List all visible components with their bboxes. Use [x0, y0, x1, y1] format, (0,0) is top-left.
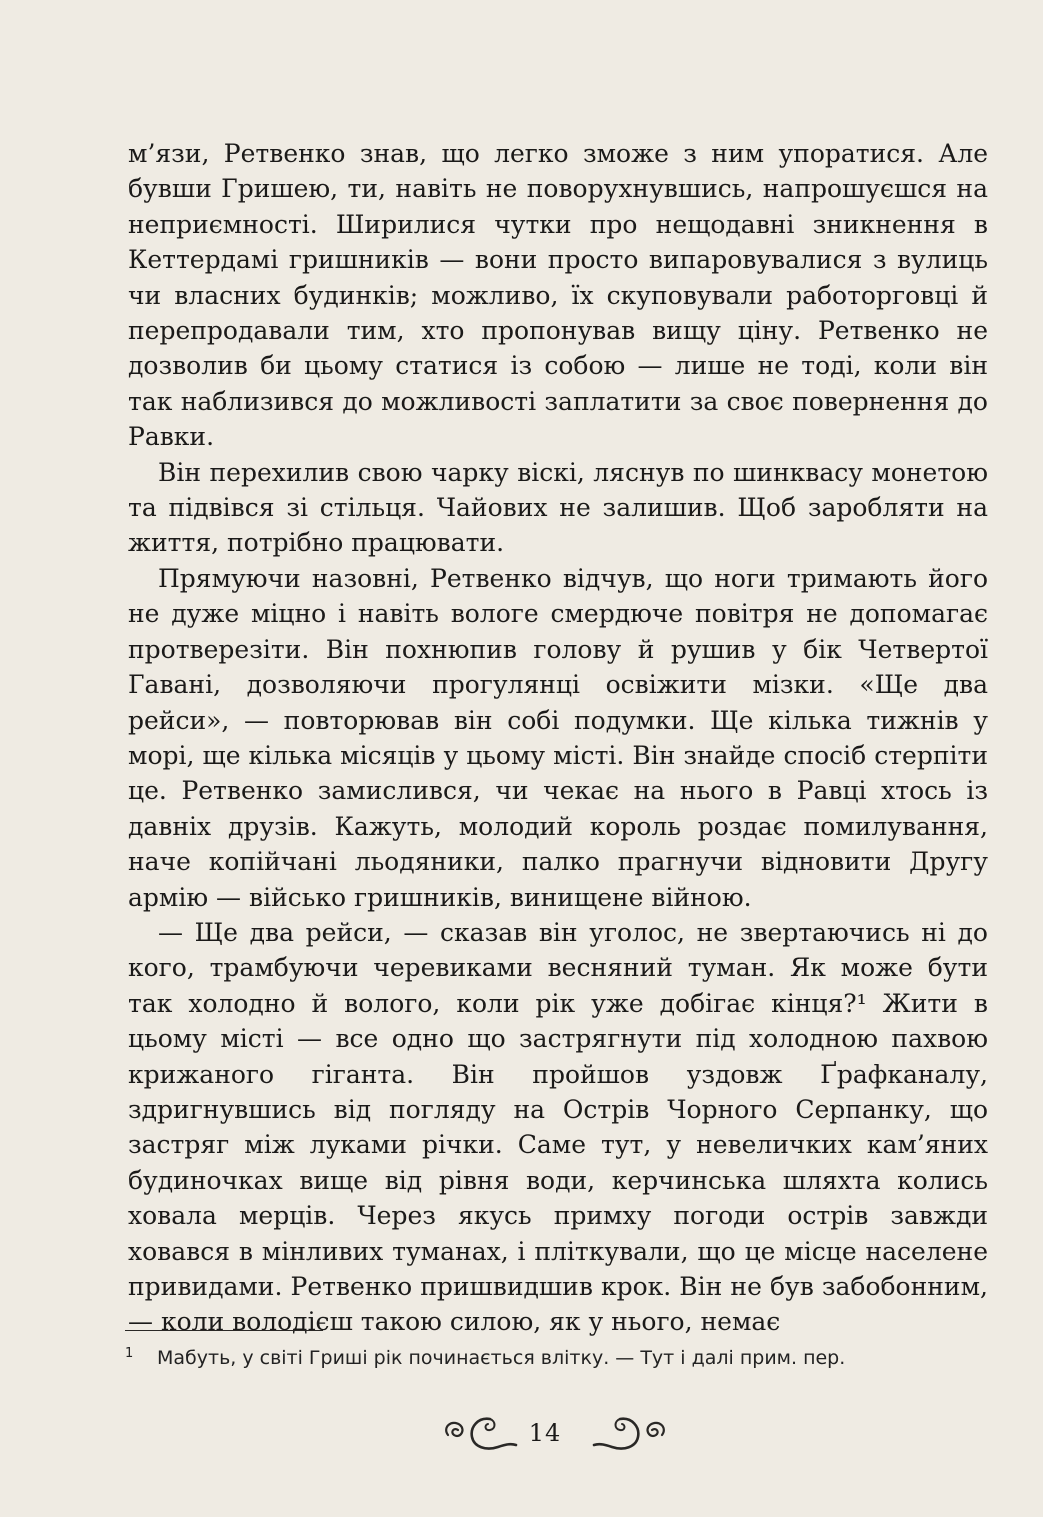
paragraph-3: Прямуючи назовні, Ретвенко відчув, що ноги тримають його не дуже міцно і навіть вологе смердюче повітря не допомагає протверезіти. Він похнюпив голову й рушив у бік Четвертої Гавані, дозволяючи прогулянці освіжити мізки. «Ще два рейси», — повторював він собі подумки. Ще кілька тижнів у морі, ще кілька місяців у цьому місті. Він знайде спосіб стерпіти це. Ретвенко замислився, чи чекає на нього в Равці хтось із давніх друзів. Кажуть, молодий король роздає помилування, наче копійчані льодяники, палко прагнучи відновити Другу армію — військо гришників, винищене війною.	[128, 563, 988, 912]
footnote-divider	[125, 1330, 323, 1331]
footnote-mark: 1	[125, 1346, 134, 1361]
page-footer	[0, 1405, 1043, 1465]
footnote	[125, 1345, 985, 1371]
footnote-text: Мабуть, у світі Гриші рік починається влітку. — Тут і далі прим. пер.	[157, 1347, 846, 1369]
scroll-flourish-right-icon	[590, 1413, 670, 1461]
body-text	[128, 136, 988, 1340]
page-number: 14	[528, 1419, 562, 1447]
paragraph-1: м’язи, Ретвенко знав, що легко зможе з ним упоратися. Але бувши Гришею, ти, навіть не поворухнувшись, напрошуєшся на неприємності. Ширилися чутки про нещодавні зникнення в Кеттердамі гришників — вони просто випаровувалися з вулиць чи власних будинків; можливо, їх скуповували работорговці й перепродавали тим, хто пропонував вищу ціну. Ретвенко не дозволив би цьому статися із собою — лише не тоді, коли він так наблизився до можливості заплатити за своє повернення до Равки.	[128, 139, 988, 452]
paragraph-2: Він перехилив свою чарку віскі, ляснув по шинквасу монетою та підвівся зі стільця. Чайових не залишив. Щоб заробляти на життя, потрібно працювати.	[128, 457, 988, 558]
paragraph-4: — Ще два рейси, — сказав він уголос, не звертаючись ні до кого, трамбуючи черевиками весняний туман. Як може бути так холодно й волого, коли рік уже добігає кінця?¹ Жити в цьому місті — все одно що застрягнути під холодною пахвою крижаного гіганта. Він пройшов уздовж Ґрафканалу, здригнувшись від погляду на Острів Чорного Серпанку, що застряг між луками річки. Саме тут, у невеличких кам’яних будиночках вище від рівня води, керчинська шляхта колись ховала мерців. Через якусь примху погоди острів завжди ховався в мінливих туманах, і пліткували, що це місце населене привидами. Ретвенко пришвидшив крок. Він не був забобонним, — коли володієш такою силою, як у нього, немає	[128, 917, 988, 1337]
